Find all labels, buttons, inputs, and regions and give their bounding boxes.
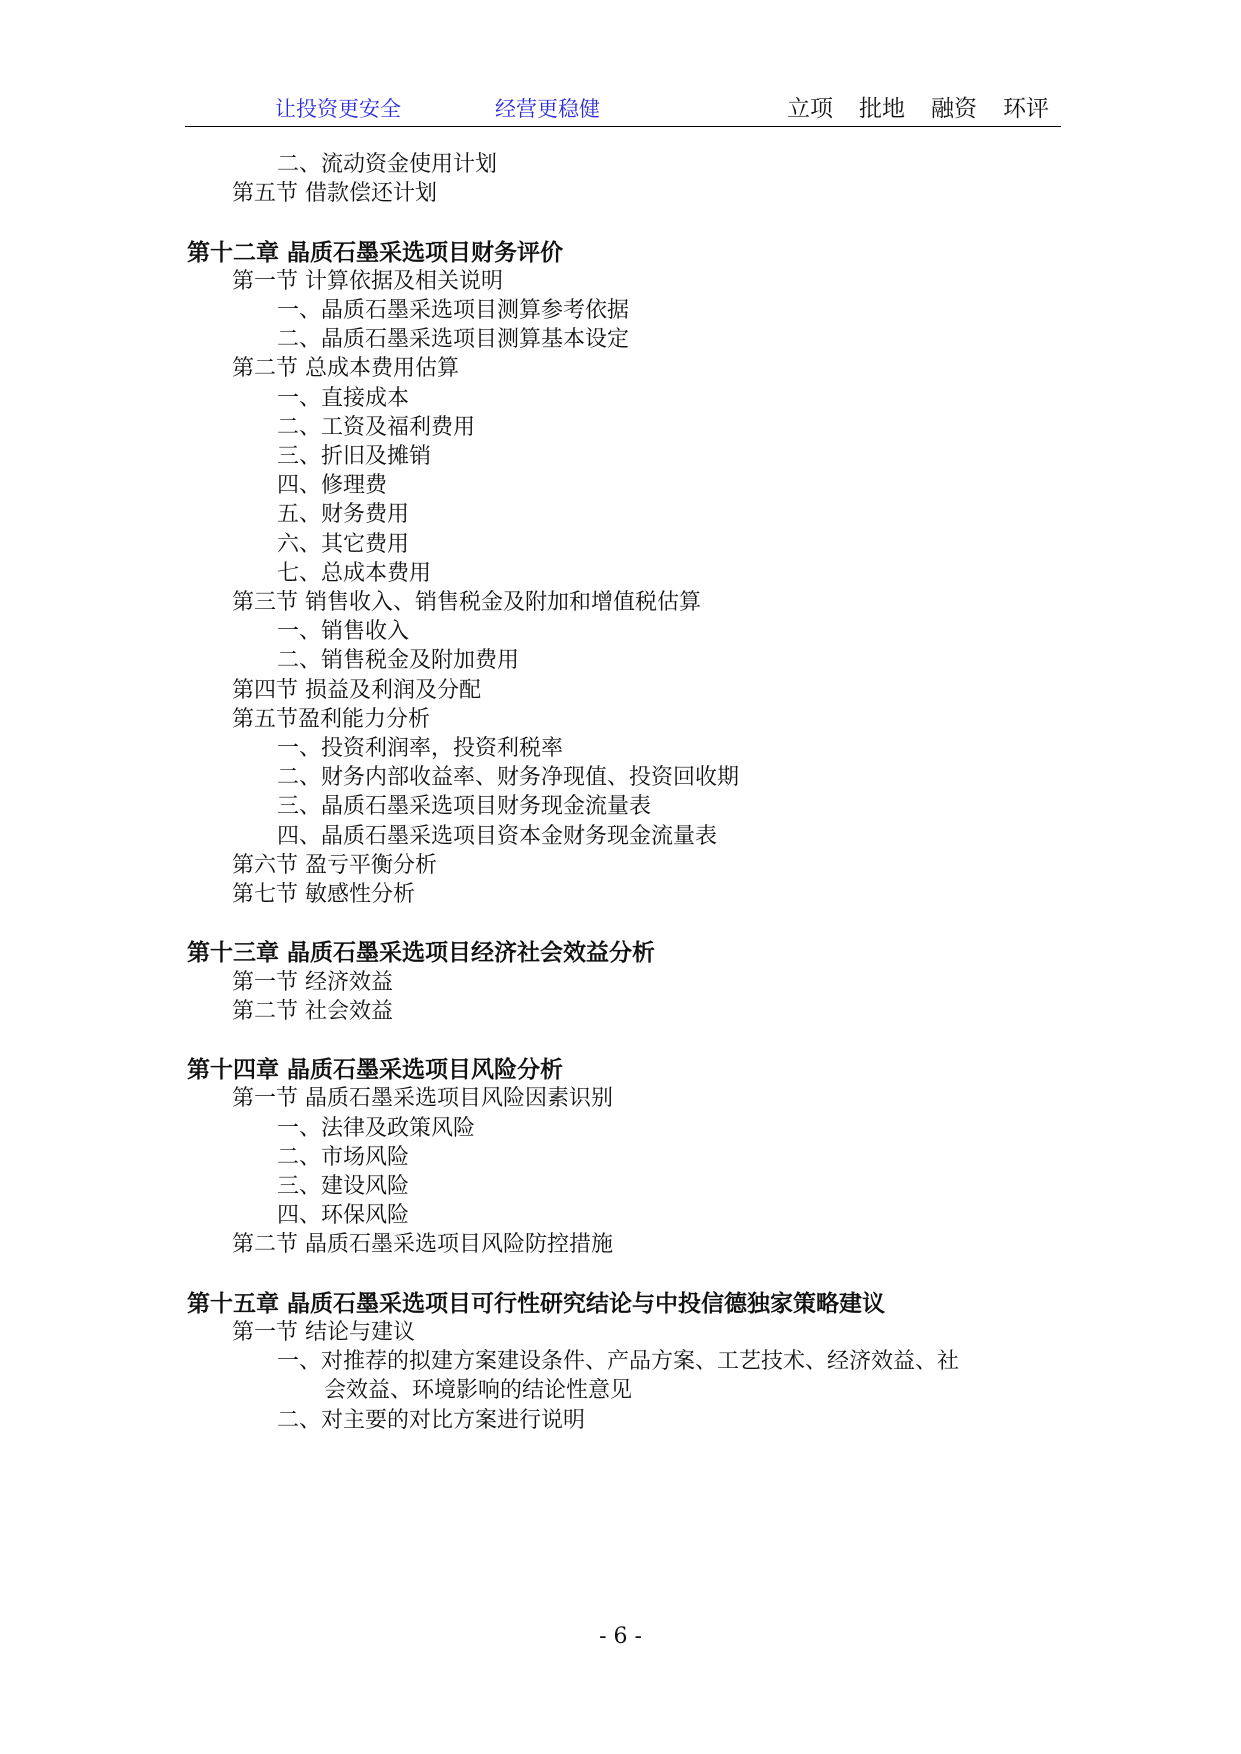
toc-item: 五、财务费用 <box>277 502 410 528</box>
toc-item: 三、建设风险 <box>277 1174 410 1199</box>
toc-item: 一、投资利润率，投资利税率 <box>277 736 564 761</box>
toc-item: 一、销售收入 <box>277 619 410 645</box>
toc-item: 一、直接成本 <box>277 385 410 411</box>
toc-item: 一、晶质石墨采选项目测算参考依据 <box>277 298 630 323</box>
toc-item: 一、对推荐的拟建方案建设条件、产品方案、工艺技术、经济效益、社 <box>277 1349 960 1375</box>
header-slogan-right: 经营更稳健 <box>495 97 600 121</box>
toc-section: 第二节 总成本费用估算 <box>232 356 459 382</box>
toc-chapter: 第十五章 晶质石墨采选项目可行性研究结论与中投信德独家策略建议 <box>187 1289 886 1317</box>
toc-section: 第一节 计算依据及相关说明 <box>232 268 503 294</box>
toc-item: 二、流动资金使用计划 <box>277 152 498 177</box>
toc-section: 第五节 借款偿还计划 <box>232 181 437 207</box>
toc-item: 四、修理费 <box>277 473 388 499</box>
header-services <box>787 90 1049 123</box>
toc-item: 七、总成本费用 <box>277 560 432 586</box>
toc-section: 第七节 敏感性分析 <box>232 882 415 907</box>
toc-section: 第二节 晶质石墨采选项目风险防控措施 <box>232 1232 613 1258</box>
toc-section: 第三节 销售收入、销售税金及附加和增值税估算 <box>232 590 701 615</box>
toc-item: 二、财务内部收益率、财务净现值、投资回收期 <box>277 765 740 791</box>
toc-chapter: 第十二章 晶质石墨采选项目财务评价 <box>187 238 564 266</box>
toc-section: 第五节盈利能力分析 <box>232 706 431 732</box>
toc-item: 二、晶质石墨采选项目测算基本设定 <box>277 327 630 353</box>
toc-chapter: 第十四章 晶质石墨采选项目风险分析 <box>187 1056 564 1084</box>
toc-item: 二、销售税金及附加费用 <box>277 648 520 674</box>
header-slogan-left: 让投资更安全 <box>275 97 401 121</box>
toc-chapter: 第十三章 晶质石墨采选项目经济社会效益分析 <box>187 939 656 967</box>
toc-section: 第二节 社会效益 <box>232 998 393 1024</box>
toc-section: 第六节 盈亏平衡分析 <box>232 852 437 878</box>
toc-section: 第四节 损益及利润及分配 <box>232 677 481 703</box>
toc-item: 六、其它费用 <box>277 531 410 557</box>
toc-item: 三、折旧及摊销 <box>277 444 432 469</box>
page-number: - 6 - <box>599 1624 642 1649</box>
toc-item: 二、工资及福利费用 <box>277 414 476 440</box>
service-item: 批地 <box>859 96 905 122</box>
service-item: 融资 <box>931 96 977 122</box>
toc-item: 二、对主要的对比方案进行说明 <box>277 1407 586 1433</box>
toc-section: 第一节 结论与建议 <box>232 1320 415 1345</box>
toc-item: 四、晶质石墨采选项目资本金财务现金流量表 <box>277 823 718 849</box>
toc-section: 第一节 经济效益 <box>232 969 393 995</box>
service-item: 立项 <box>787 96 833 122</box>
service-item: 环评 <box>1003 96 1049 122</box>
toc-section: 第一节 晶质石墨采选项目风险因素识别 <box>232 1086 613 1112</box>
toc-item: 四、环保风险 <box>277 1203 410 1229</box>
toc-item: 一、法律及政策风险 <box>277 1115 476 1141</box>
page-header <box>185 86 1061 127</box>
toc-item: 三、晶质石墨采选项目财务现金流量表 <box>277 794 652 820</box>
toc-item: 二、市场风险 <box>277 1144 410 1170</box>
toc-item: 会效益、环境影响的结论性意见 <box>324 1378 633 1404</box>
